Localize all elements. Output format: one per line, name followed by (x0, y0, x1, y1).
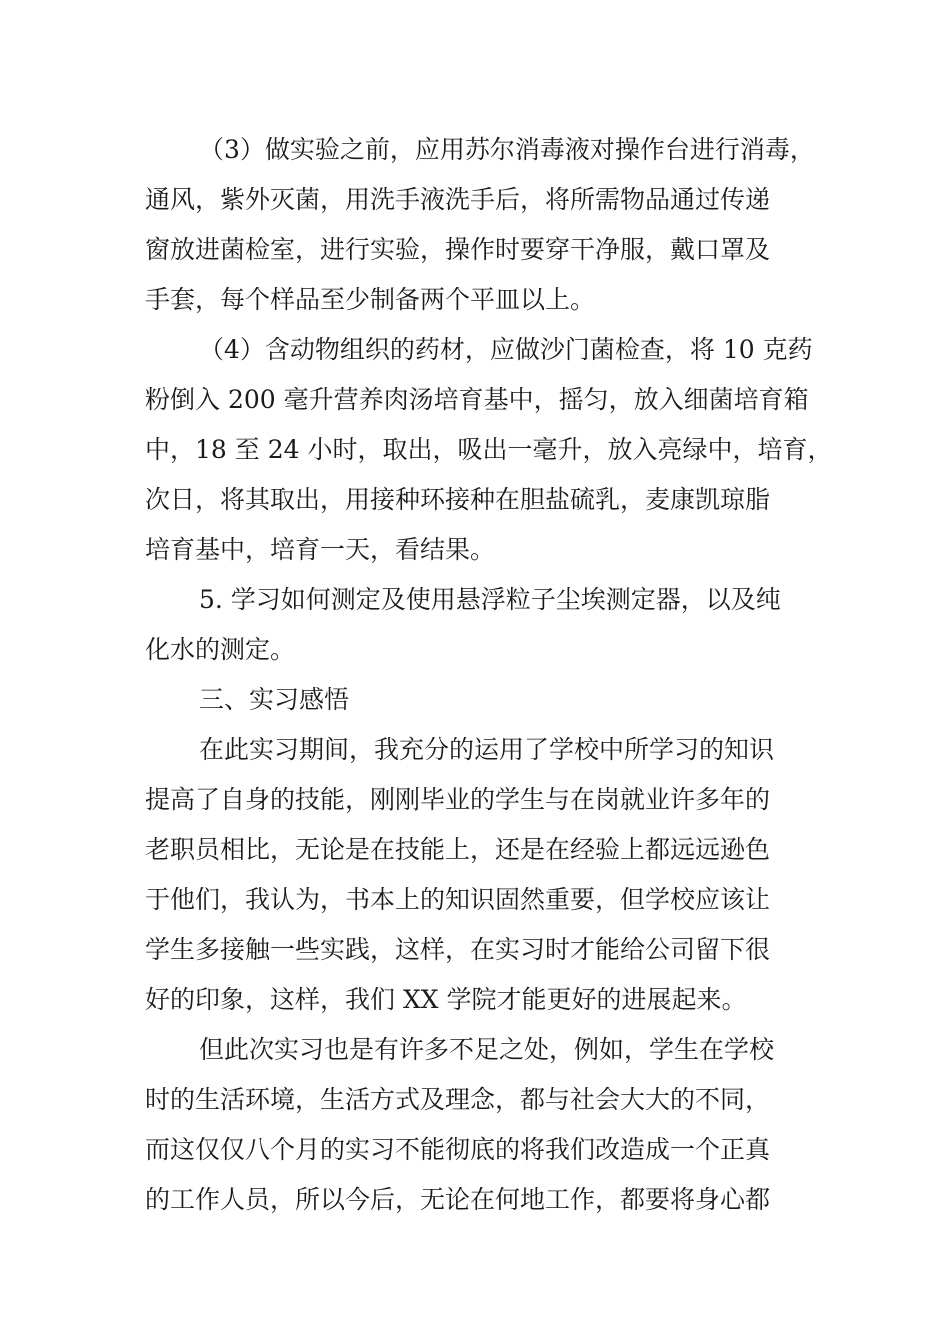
paragraph-line: 老职员相比，无论是在技能上，还是在经验上都远远逊色 (145, 835, 771, 864)
paragraph-line: 窗放进菌检室，进行实验，操作时要穿干净服，戴口罩及 (145, 235, 771, 264)
paragraph-line: 粉倒入 200 毫升营养肉汤培育基中，摇匀，放入细菌培育箱 (145, 385, 809, 414)
paragraph-line: 而这仅仅八个月的实习不能彻底的将我们改造成一个正真 (145, 1135, 771, 1164)
paragraph-line: 时的生活环境，生活方式及理念，都与社会大大的不同， (145, 1085, 771, 1114)
paragraph-line: 提高了自身的技能，刚刚毕业的学生与在岗就业许多年的 (145, 785, 771, 814)
paragraph-line: 学生多接触一些实践，这样，在实习时才能给公司留下很 (145, 935, 771, 964)
section-heading: 三、实习感悟 (199, 685, 350, 714)
paragraph-line: 的工作人员，所以今后，无论在何地工作，都要将身心都 (145, 1185, 771, 1214)
paragraph-line: 但此次实习也是有许多不足之处，例如，学生在学校 (199, 1035, 775, 1064)
paragraph-line: （4）含动物组织的药材，应做沙门菌检查，将 10 克药 (199, 335, 813, 364)
paragraph-line: 化水的测定。 (145, 635, 296, 664)
paragraph-line: 5. 学习如何测定及使用悬浮粒子尘埃测定器，以及纯 (199, 585, 781, 614)
paragraph-line: （3）做实验之前，应用苏尔消毒液对操作台进行消毒， (199, 135, 815, 164)
paragraph-line: 好的印象，这样，我们 XX 学院才能更好的进展起来。 (145, 985, 747, 1014)
paragraph-line: 次日，将其取出，用接种环接种在胆盐硫乳，麦康凯琼脂 (145, 485, 771, 514)
paragraph-line: 在此实习期间，我充分的运用了学校中所学习的知识 (199, 735, 775, 764)
paragraph-line: 中，18 至 24 小时，取出，吸出一毫升，放入亮绿中，培育， (145, 435, 833, 464)
paragraph-line: 通风，紫外灭菌，用洗手液洗手后，将所需物品通过传递 (145, 185, 771, 214)
paragraph-line: 手套，每个样品至少制备两个平皿以上。 (145, 285, 596, 314)
paragraph-line: 培育基中，培育一天，看结果。 (145, 535, 496, 564)
paragraph-line: 于他们，我认为，书本上的知识固然重要，但学校应该让 (145, 885, 771, 914)
